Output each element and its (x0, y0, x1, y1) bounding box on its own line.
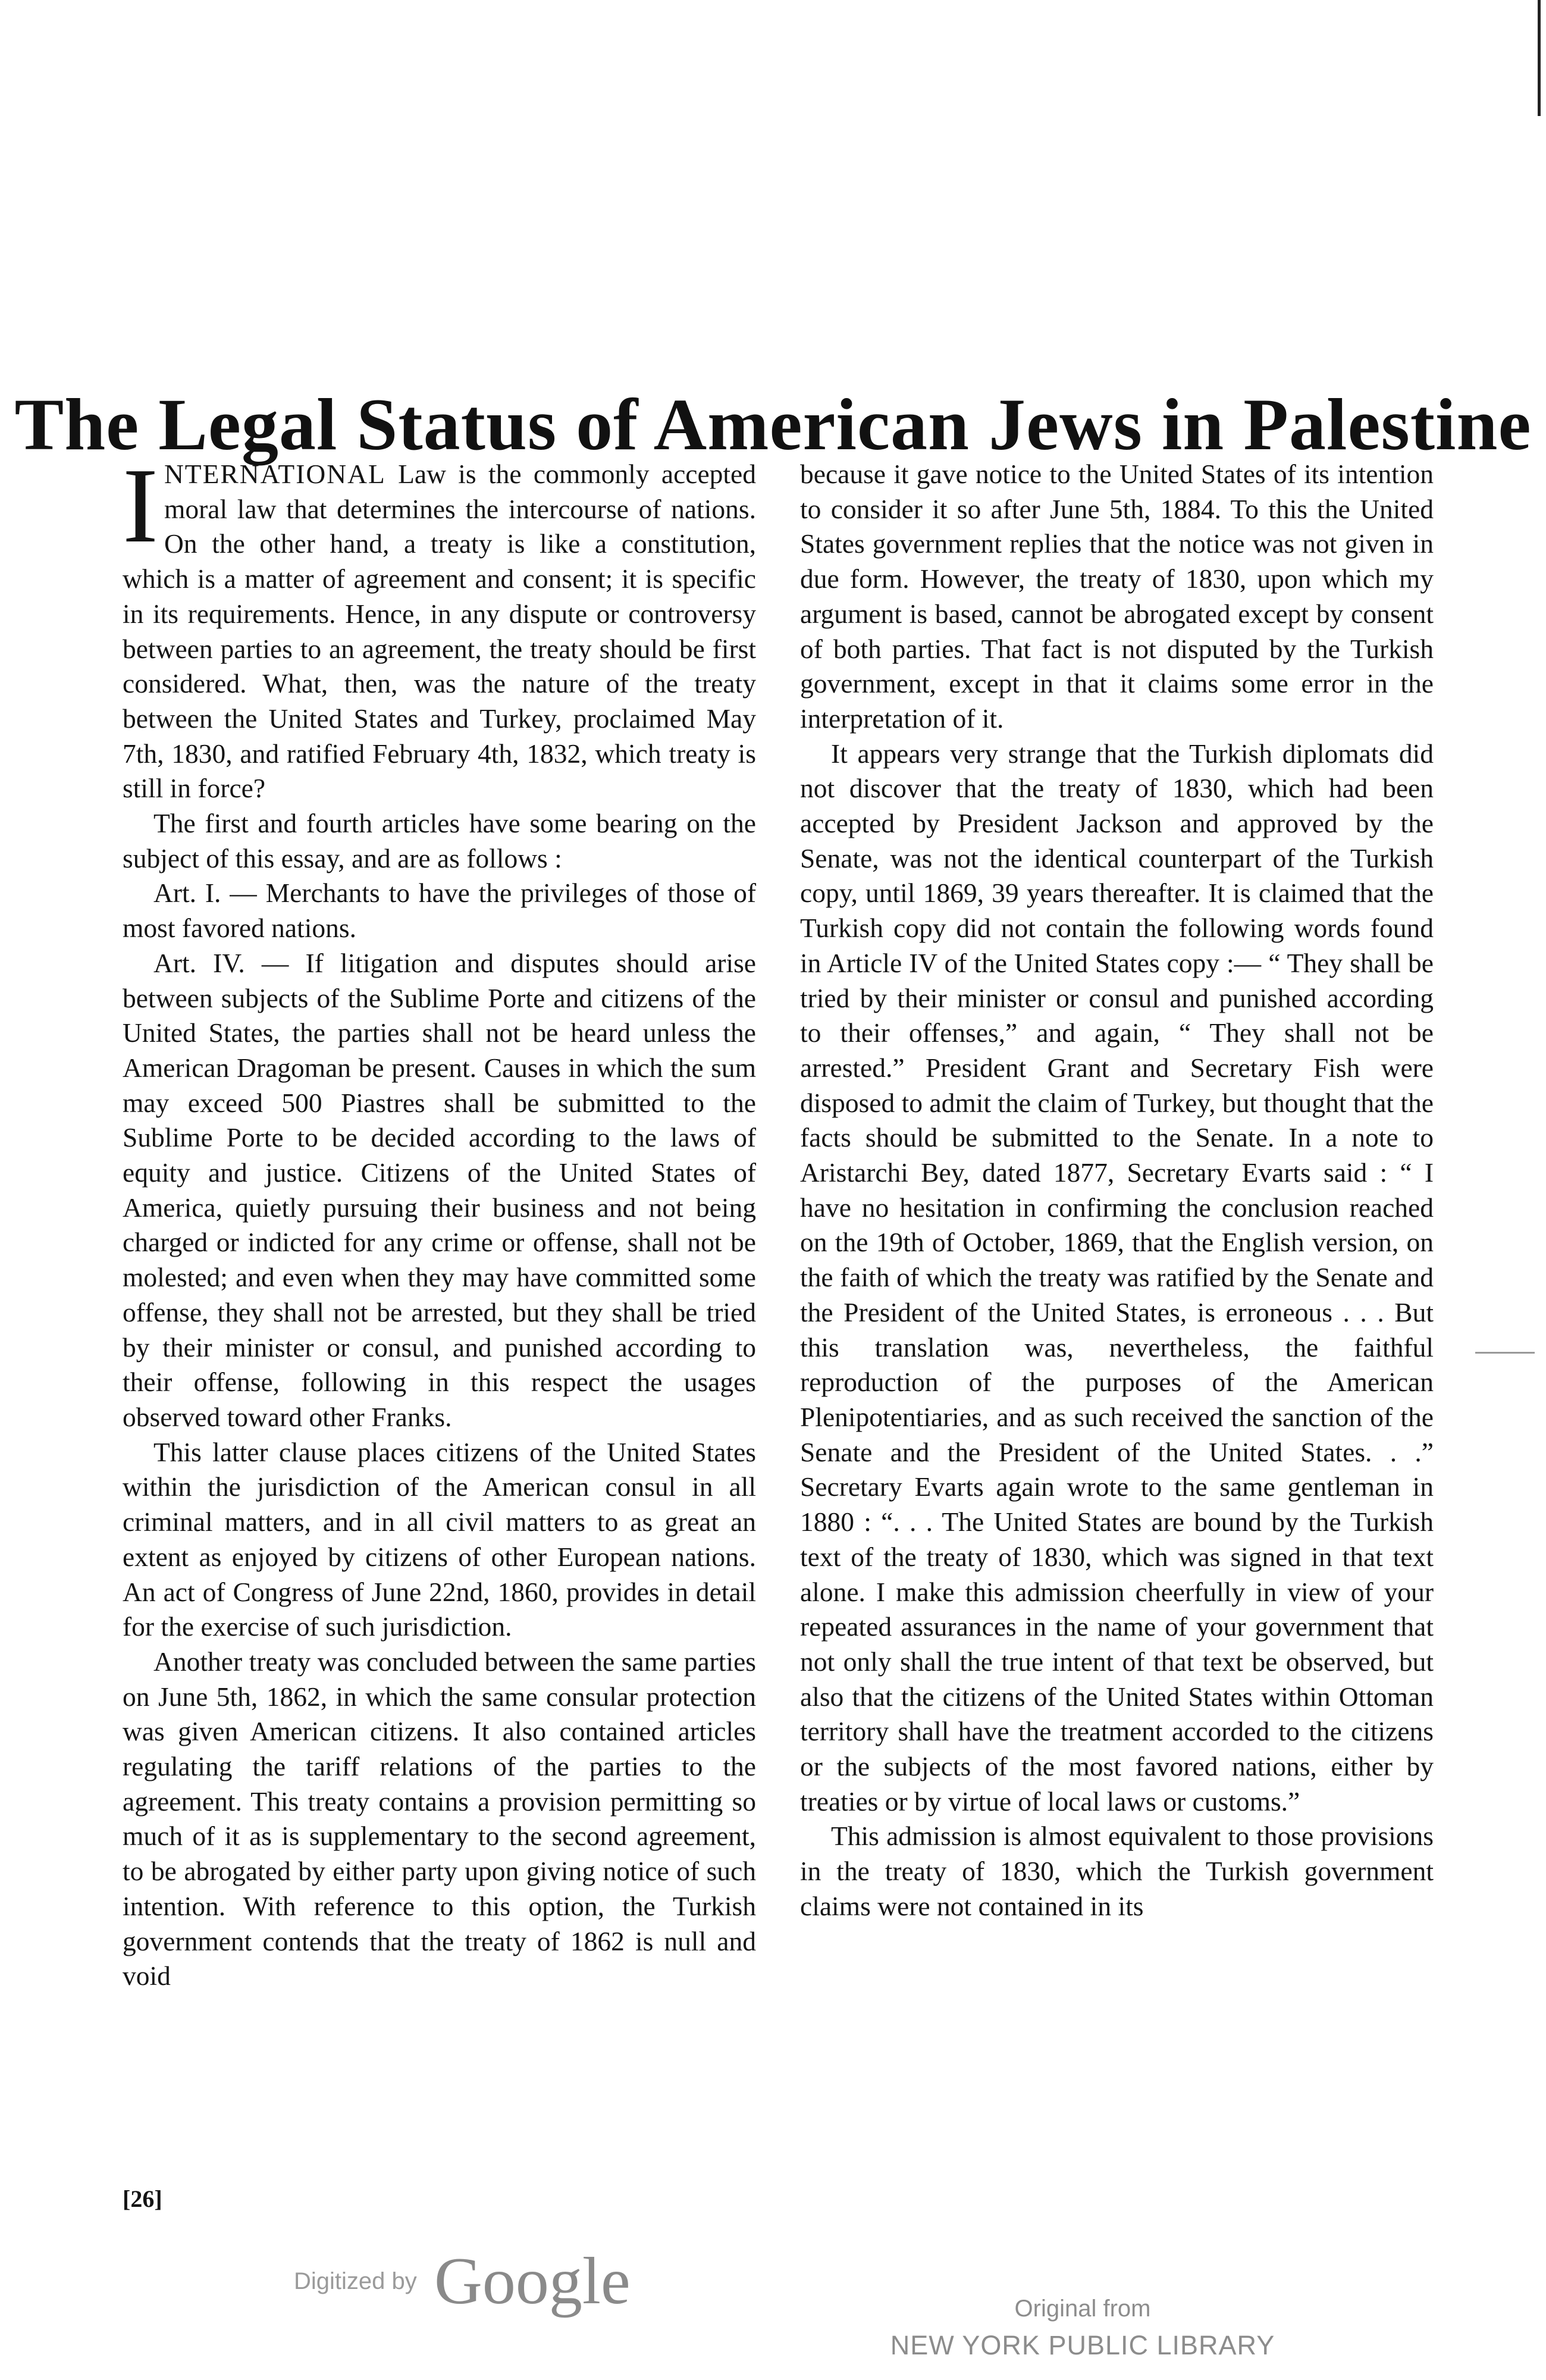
paragraph: because it gave notice to the United States of its intention to consider it so after June 5th, 1884. To this the United States government replies that the notice was not given in due form. However, the treaty of 1830, upon which my argument is based, cannot be abrogated except by consent of both parties. That fact is not disputed by the Turkish government, except in that it claims some error in the interpretation of it. (800, 459, 1434, 734)
paragraph: It appears very strange that the Turkish diplomats did not discover that the treaty of 1830, which had been accepted by President Jackson and approved by the Senate, was not the identical counterpart of the Turkish copy, until 1869, 39 years thereafter. It is claimed that the Turkish copy did not contain the following words found in Article IV of the United States copy :— “ They shall be tried by their minister or consul and punished according to their offenses,” and again, “ They shall not be arrested.” President Grant and Secretary Fish were disposed to admit the claim of Turkey, but thought that the facts should be submitted to the Senate. In a note to Aristarchi Bey, dated 1877, Secretary Evarts said : “ I have no hesitation in confirming the conclusion reached on the 19th of October, 1869, that the English version, on the faith of which the treaty was ratified by the Senate and the President of the United States, is erroneous . . . But this translation was, nevertheless, the faithful reproduction of the purposes of the American Plenipotentiaries, and as such received the sanction of the Senate and the President of the United States. . .” Secretary Evarts again wrote to the same gentleman in 1880 : “. . . The United States are bound by the Turkish text of the treaty of 1830, which was signed in that text alone. I make this admission cheerfully in view of your repeated assurances in the name of your government that not only shall the true intent of that text be observed, but also that the citizens of the United States within Ottoman territory shall have the treatment accorded to the citizens or the subjects of the most favored nations, either by treaties or by virtue of local laws or customs.” (800, 738, 1434, 1817)
right-column (800, 457, 1434, 1924)
paragraph: This admission is almost equivalent to those provisions in the treaty of 1830, which the Turkish government claims were not contained in its (800, 1821, 1434, 1921)
opening-word: NTERNATIONAL (164, 459, 386, 489)
page-number: [26] (123, 2185, 162, 2212)
digitized-by-label: Digitized by (294, 2268, 417, 2294)
google-logo: Google (434, 2244, 631, 2318)
paragraph (123, 446, 756, 806)
paragraph: Art. IV. — If litigation and disputes should arise between subjects of the Sublime Porte and citizens of the United States, the parties shall not be heard unless the American Dragoman be present. Causes in which the sum may exceed 500 Piastres shall be submitted to the Sublime Porte to be decided according to the laws of equity and justice. Citizens of the United States of America, quietly pursuing their business and not being charged or indicted for any crime or offense, shall not be molested; and even when they may have committed some offense, they shall not be arrested, but they shall be tried by their minister or consul, and punished according to their offense, following in this respect the usages observed toward other Franks. (123, 947, 756, 1432)
paragraph-text: Law is the commonly accepted moral law that determines the intercourse of nations. On the other hand, a treaty is like a constitution, which is a matter of agreement and consent; it is specific in its requirements. Hence, in any dispute or controversy between parties to an agreement, the treaty should be first considered. What, then, was the nature of the treaty between the United States and Turkey, proclaimed May 7th, 1830, and ratified February 4th, 1832, which treaty is still in force? (123, 459, 756, 804)
scan-edge-line (1538, 0, 1541, 116)
paragraph: Another treaty was concluded between the same parties on June 5th, 1862, in which the same consular protection was given American citizens. It also contained articles regulating the tariff relations of the parties to the agreement. This treaty contains a provision permitting so much of it as is supplementary to the second agreement, to be abrogated by either party upon giving notice of such intention. With reference to this option, the Turkish government contends that the treaty of 1862 is null and void (123, 1646, 756, 1991)
article-title: The Legal Status of American Jews in Palestine (14, 384, 1532, 466)
drop-cap: I (123, 446, 158, 565)
paragraph: The first and fourth articles have some bearing on the subject of this essay, and are as follows : (123, 808, 756, 873)
paragraph: This latter clause places citizens of the United States within the jurisdiction of the American consul in all criminal matters, and in all civil matters to as great an extent as enjoyed by citizens of other European nations. An act of Congress of June 22nd, 1860, provides in detail for the exercise of such jurisdiction. (123, 1436, 756, 1642)
library-name: NEW YORK PUBLIC LIBRARY (890, 2330, 1275, 2360)
margin-mark (1475, 1352, 1535, 1354)
original-from-label: Original from (1014, 2296, 1151, 2322)
left-column (123, 446, 756, 1994)
paragraph: Art. I. — Merchants to have the privileges of those of most favored nations. (123, 878, 756, 944)
